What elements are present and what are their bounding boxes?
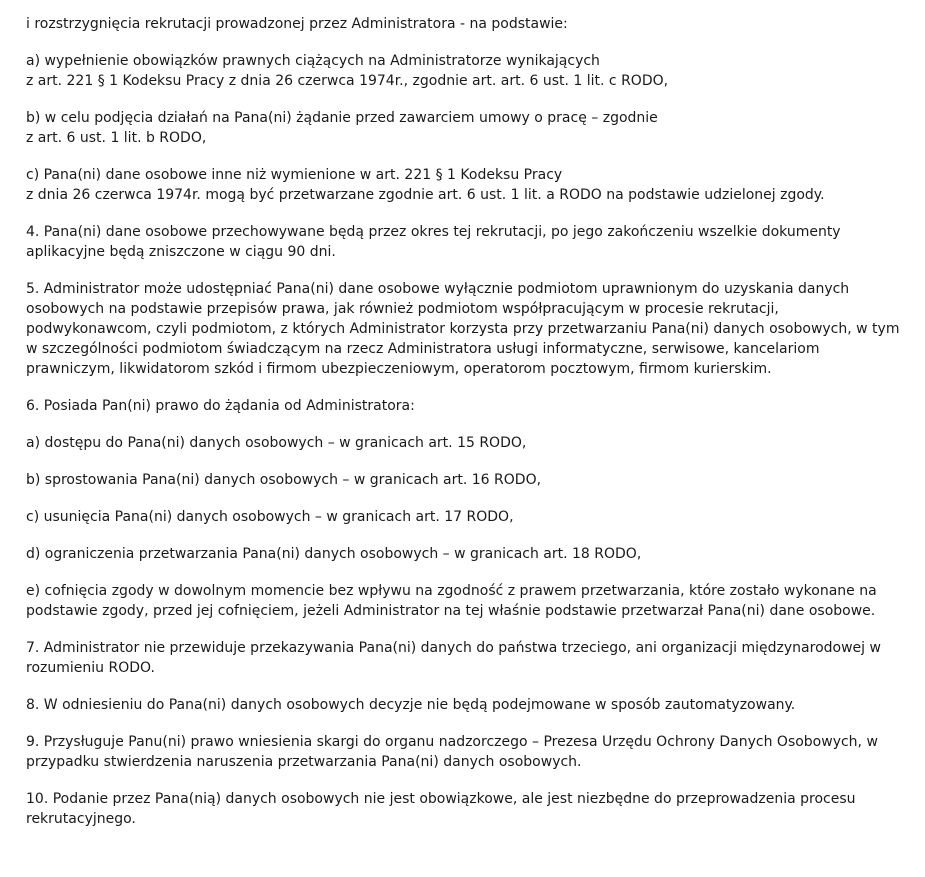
document-paragraph — [26, 507, 906, 527]
document-paragraph — [26, 108, 906, 148]
paragraph-line: 7. Administrator nie przewiduje przekazywania Pana(ni) danych do państwa trzeciego, ani organizacji międzynarodowej w — [26, 640, 881, 656]
paragraph-line: podwykonawcom, czyli podmiotom, z których Administrator korzysta przy przetwarzaniu Pana(ni) danych osobowych, w tym — [26, 321, 900, 337]
paragraph-line: przypadku stwierdzenia naruszenia przetwarzania Pana(ni) danych osobowych. — [26, 754, 582, 770]
paragraph-line: b) w celu podjęcia działań na Pana(ni) żądanie przed zawarciem umowy o pracę – zgodnie — [26, 110, 658, 126]
paragraph-line: prawniczym, likwidatorom szkód i firmom ubezpieczeniowym, operatorom pocztowym, firmom kurierskim. — [26, 361, 772, 377]
paragraph-line: z art. 221 § 1 Kodeksu Pracy z dnia 26 czerwca 1974r., zgodnie art. art. 6 ust. 1 lit. c RODO, — [26, 73, 669, 89]
document-paragraph — [26, 581, 906, 621]
document-paragraph — [26, 544, 906, 564]
paragraph-line: podstawie zgody, przed jej cofnięciem, jeżeli Administrator na tej właśnie podstawie przetwarzał Pana(ni) dane osobowe. — [26, 603, 876, 619]
paragraph-line: 8. W odniesieniu do Pana(ni) danych osobowych decyzje nie będą podejmowane w sposób zautomatyzowany. — [26, 697, 796, 713]
paragraph-line: 4. Pana(ni) dane osobowe przechowywane będą przez okres tej rekrutacji, po jego zakończeniu wszelkie dokumenty — [26, 224, 841, 240]
paragraph-line: aplikacyjne będą zniszczone w ciągu 90 dni. — [26, 244, 336, 260]
paragraph-line: e) cofnięcia zgody w dowolnym momencie bez wpływu na zgodność z prawem przetwarzania, które zostało wykonane na — [26, 583, 877, 599]
document-paragraph — [26, 732, 906, 772]
paragraph-line: a) wypełnienie obowiązków prawnych ciążących na Administratorze wynikających — [26, 53, 600, 69]
document-paragraph — [26, 638, 906, 678]
paragraph-line: i rozstrzygnięcia rekrutacji prowadzonej przez Administratora - na podstawie: — [26, 16, 568, 32]
document-paragraph — [26, 695, 906, 715]
paragraph-line: rozumieniu RODO. — [26, 660, 155, 676]
paragraph-line: c) usunięcia Pana(ni) danych osobowych – w granicach art. 17 RODO, — [26, 509, 514, 525]
paragraph-line: rekrutacyjnego. — [26, 811, 136, 827]
paragraph-line: osobowych na podstawie przepisów prawa, jak również podmiotom współpracującym w procesie rekrutacji, — [26, 301, 779, 317]
document-paragraph — [26, 470, 906, 490]
document-paragraph — [26, 222, 906, 262]
document-paragraph — [26, 51, 906, 91]
paragraph-line: 9. Przysługuje Panu(ni) prawo wniesienia skargi do organu nadzorczego – Prezesa Urzędu Ochrony Danych Osobowych, w — [26, 734, 878, 750]
paragraph-line: a) dostępu do Pana(ni) danych osobowych – w granicach art. 15 RODO, — [26, 435, 527, 451]
document-paragraph — [26, 789, 906, 829]
document-paragraph — [26, 279, 906, 379]
paragraph-line: z dnia 26 czerwca 1974r. mogą być przetwarzane zgodnie art. 6 ust. 1 lit. a RODO na podstawie udzielonej zgody. — [26, 187, 825, 203]
paragraph-line: b) sprostowania Pana(ni) danych osobowych – w granicach art. 16 RODO, — [26, 472, 542, 488]
document-paragraph — [26, 433, 906, 453]
document-paragraph — [26, 14, 906, 34]
document-paragraph — [26, 165, 906, 205]
paragraph-line: 6. Posiada Pan(ni) prawo do żądania od Administratora: — [26, 398, 415, 414]
paragraph-line: d) ograniczenia przetwarzania Pana(ni) danych osobowych – w granicach art. 18 RODO, — [26, 546, 642, 562]
paragraph-line: c) Pana(ni) dane osobowe inne niż wymienione w art. 221 § 1 Kodeksu Pracy — [26, 167, 563, 183]
paragraph-line: 5. Administrator może udostępniać Pana(ni) dane osobowe wyłącznie podmiotom uprawnionym do uzyskania danych — [26, 281, 850, 297]
document-page — [26, 14, 906, 846]
document-paragraph — [26, 396, 906, 416]
paragraph-line: w szczególności podmiotom świadczącym na rzecz Administratora usługi informatyczne, serwisowe, kancelariom — [26, 341, 820, 357]
paragraph-line: z art. 6 ust. 1 lit. b RODO, — [26, 130, 207, 146]
paragraph-line: 10. Podanie przez Pana(nią) danych osobowych nie jest obowiązkowe, ale jest niezbędne do przeprowadzenia procesu — [26, 791, 856, 807]
